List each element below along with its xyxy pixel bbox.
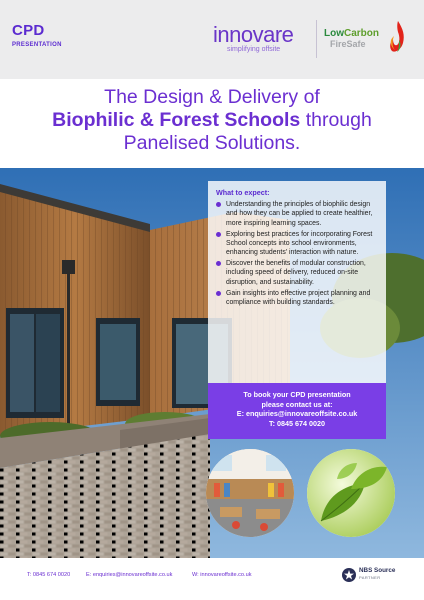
list-item-text: Gain insights into effective project planning and compliance with building standards. (226, 289, 371, 306)
booking-phone-link[interactable]: T: 0845 674 0020 (269, 419, 325, 429)
innovare-logo: innovare (213, 22, 294, 47)
list-item-text: Understanding the principles of biophilic design and how they can be applied to create healthier, more inspiring learning spaces. (226, 201, 373, 227)
classroom-photo (206, 449, 294, 537)
cpd-presentation-label: PRESENTATION (12, 42, 62, 48)
flame-icon (389, 20, 405, 54)
booking-line-1: To book your CPD presentation (243, 390, 351, 399)
nbs-source-label: NBS Source (359, 567, 396, 574)
bullet-dot-icon (216, 291, 221, 296)
bullet-dot-icon (216, 261, 221, 266)
lowcarbon-low: Low (324, 28, 344, 39)
footer-phone-link[interactable]: T: 0845 674 0020 (27, 572, 71, 578)
booking-line-2: please contact us at: (261, 399, 333, 409)
booking-panel (208, 383, 386, 439)
booking-email-link[interactable]: E: enquiries@innovareoffsite.co.uk (236, 409, 358, 419)
list-item (216, 200, 379, 228)
header-band (0, 0, 424, 79)
list-item-text: Exploring best practices for incorporating Forest School concepts into school environments, enhancing students' interaction with nature. (226, 230, 373, 257)
bullet-dot-icon (216, 232, 221, 237)
innovare-tagline: simplifying offsite (227, 46, 281, 53)
cpd-label: CPD (12, 22, 45, 39)
what-to-expect-panel (208, 181, 386, 383)
list-item-text: Discover the benefits of modular construction, including speed of delivery, reduced on-site disruption, and sustainability. (226, 260, 366, 286)
title-bold-phrase: Biophilic & Forest Schools (52, 109, 301, 131)
title-line-2 (0, 109, 424, 132)
leaf-photo (307, 449, 395, 537)
title-line-1: The Design & Delivery of (104, 86, 320, 108)
lowcarbon-wordmark (324, 29, 379, 39)
what-to-expect-heading: What to expect: (216, 188, 270, 197)
list-item (216, 289, 379, 308)
bullet-dot-icon (216, 202, 221, 207)
nbs-star-icon (342, 568, 356, 582)
lowcarbon-carbon: Carbon (344, 28, 379, 39)
firesafe-wordmark: FireSafe (330, 39, 366, 49)
nbs-partner-label: PARTNER (359, 575, 381, 580)
footer-email-link[interactable]: E: enquiries@innovareoffsite.co.uk (86, 572, 173, 578)
list-item (216, 259, 379, 287)
page-title (0, 86, 424, 155)
logo-divider (316, 20, 317, 58)
title-line-3: Panelised Solutions. (123, 132, 301, 154)
list-item (216, 230, 379, 258)
footer (0, 558, 424, 600)
title-line-2-rest: through (300, 109, 372, 131)
lowcarbon-firesafe-logo (324, 29, 379, 49)
footer-website-link[interactable]: W: innovareoffsite.co.uk (192, 572, 252, 578)
expect-list (216, 200, 379, 307)
